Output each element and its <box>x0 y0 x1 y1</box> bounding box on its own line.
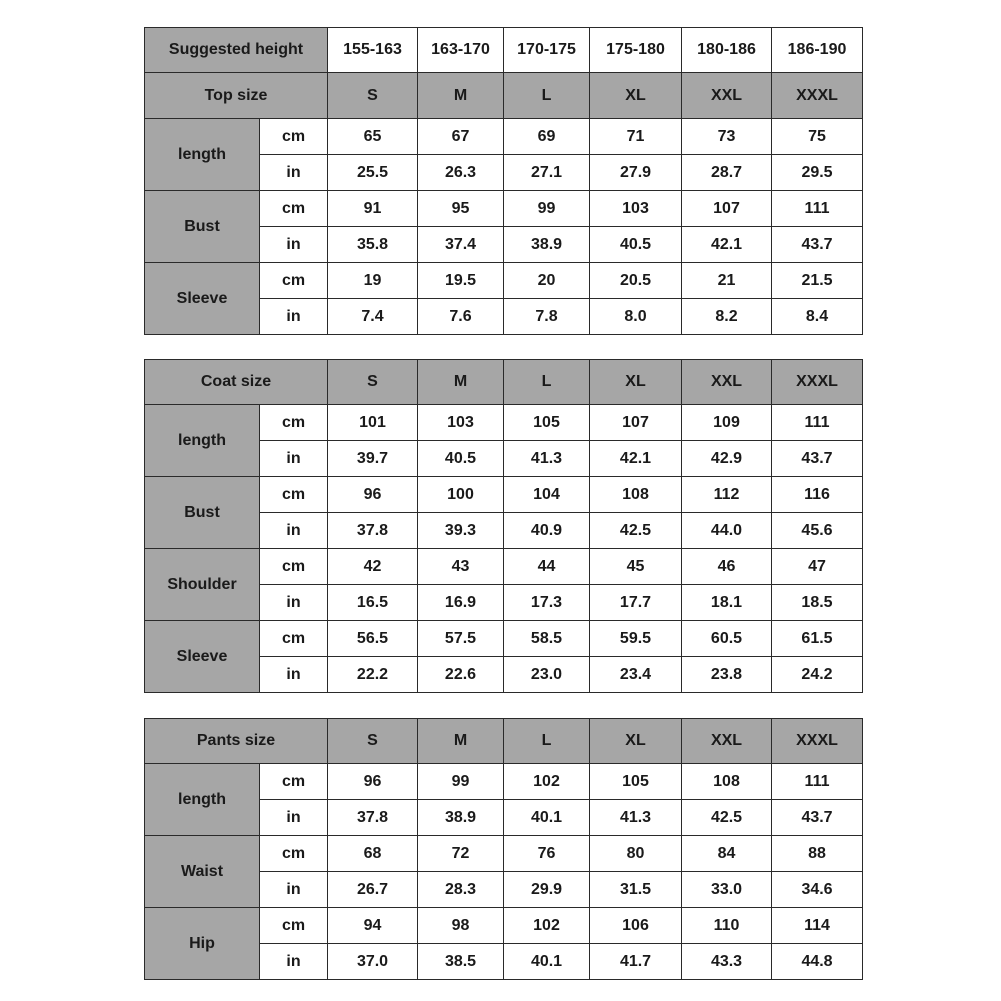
value-cell: 111 <box>772 764 863 800</box>
value-cell: 72 <box>418 836 504 872</box>
height-range-cell: 180-186 <box>682 28 772 73</box>
value-cell: 109 <box>682 405 772 441</box>
value-cell: 98 <box>418 908 504 944</box>
table-row <box>145 477 863 513</box>
value-cell: 111 <box>772 191 863 227</box>
value-cell: 28.3 <box>418 872 504 908</box>
value-cell: 34.6 <box>772 872 863 908</box>
value-cell: 99 <box>418 764 504 800</box>
top-size-label: Top size <box>145 73 328 119</box>
value-cell: 44.8 <box>772 944 863 980</box>
value-cell: 7.4 <box>328 299 418 335</box>
measure-label: Hip <box>145 908 260 980</box>
pants-size-label: Pants size <box>145 719 328 764</box>
value-cell: 43 <box>418 549 504 585</box>
table-row <box>145 908 863 944</box>
value-cell: 47 <box>772 549 863 585</box>
size-header-cell: M <box>418 73 504 119</box>
value-cell: 111 <box>772 405 863 441</box>
unit-cell: cm <box>260 191 328 227</box>
value-cell: 16.9 <box>418 585 504 621</box>
size-header-cell: XL <box>590 719 682 764</box>
value-cell: 40.5 <box>418 441 504 477</box>
measure-label: length <box>145 764 260 836</box>
value-cell: 75 <box>772 119 863 155</box>
table-row <box>145 764 863 800</box>
value-cell: 107 <box>682 191 772 227</box>
value-cell: 22.2 <box>328 657 418 693</box>
value-cell: 25.5 <box>328 155 418 191</box>
coat-size-label: Coat size <box>145 360 328 405</box>
value-cell: 107 <box>590 405 682 441</box>
value-cell: 116 <box>772 477 863 513</box>
value-cell: 41.3 <box>504 441 590 477</box>
measure-label: Sleeve <box>145 263 260 335</box>
value-cell: 101 <box>328 405 418 441</box>
unit-cell: in <box>260 441 328 477</box>
value-cell: 40.1 <box>504 944 590 980</box>
value-cell: 80 <box>590 836 682 872</box>
size-header-cell: M <box>418 360 504 405</box>
value-cell: 43.7 <box>772 227 863 263</box>
value-cell: 110 <box>682 908 772 944</box>
unit-cell: in <box>260 872 328 908</box>
table-row <box>145 263 863 299</box>
unit-cell: in <box>260 155 328 191</box>
value-cell: 42.1 <box>682 227 772 263</box>
suggested-height-row <box>145 28 863 73</box>
unit-cell: in <box>260 800 328 836</box>
value-cell: 23.4 <box>590 657 682 693</box>
unit-cell: cm <box>260 405 328 441</box>
value-cell: 39.7 <box>328 441 418 477</box>
value-cell: 69 <box>504 119 590 155</box>
size-header-cell: XXXL <box>772 73 863 119</box>
value-cell: 23.0 <box>504 657 590 693</box>
value-cell: 65 <box>328 119 418 155</box>
value-cell: 26.3 <box>418 155 504 191</box>
size-header-cell: XXL <box>682 73 772 119</box>
top-size-table <box>144 27 863 335</box>
value-cell: 26.7 <box>328 872 418 908</box>
value-cell: 40.9 <box>504 513 590 549</box>
height-range-cell: 163-170 <box>418 28 504 73</box>
size-header-cell: S <box>328 719 418 764</box>
value-cell: 37.4 <box>418 227 504 263</box>
value-cell: 71 <box>590 119 682 155</box>
table-row <box>145 836 863 872</box>
unit-cell: cm <box>260 477 328 513</box>
value-cell: 88 <box>772 836 863 872</box>
value-cell: 42.5 <box>682 800 772 836</box>
value-cell: 96 <box>328 764 418 800</box>
value-cell: 8.0 <box>590 299 682 335</box>
measure-label: Waist <box>145 836 260 908</box>
value-cell: 38.5 <box>418 944 504 980</box>
value-cell: 22.6 <box>418 657 504 693</box>
value-cell: 105 <box>590 764 682 800</box>
value-cell: 108 <box>682 764 772 800</box>
unit-cell: cm <box>260 621 328 657</box>
size-header-cell: S <box>328 73 418 119</box>
value-cell: 37.0 <box>328 944 418 980</box>
value-cell: 84 <box>682 836 772 872</box>
unit-cell: cm <box>260 764 328 800</box>
value-cell: 91 <box>328 191 418 227</box>
unit-cell: in <box>260 944 328 980</box>
top-size-header-row <box>145 73 863 119</box>
height-range-cell: 155-163 <box>328 28 418 73</box>
measure-label: Shoulder <box>145 549 260 621</box>
value-cell: 37.8 <box>328 513 418 549</box>
size-header-cell: L <box>504 73 590 119</box>
value-cell: 40.1 <box>504 800 590 836</box>
pants-size-header-row <box>145 719 863 764</box>
value-cell: 60.5 <box>682 621 772 657</box>
height-range-cell: 175-180 <box>590 28 682 73</box>
value-cell: 8.2 <box>682 299 772 335</box>
value-cell: 100 <box>418 477 504 513</box>
value-cell: 7.6 <box>418 299 504 335</box>
unit-cell: cm <box>260 263 328 299</box>
value-cell: 67 <box>418 119 504 155</box>
value-cell: 44 <box>504 549 590 585</box>
table-row <box>145 549 863 585</box>
unit-cell: in <box>260 585 328 621</box>
value-cell: 23.8 <box>682 657 772 693</box>
value-cell: 59.5 <box>590 621 682 657</box>
value-cell: 114 <box>772 908 863 944</box>
value-cell: 61.5 <box>772 621 863 657</box>
value-cell: 38.9 <box>504 227 590 263</box>
table-row <box>145 191 863 227</box>
value-cell: 29.9 <box>504 872 590 908</box>
unit-cell: cm <box>260 119 328 155</box>
value-cell: 39.3 <box>418 513 504 549</box>
value-cell: 102 <box>504 908 590 944</box>
unit-cell: cm <box>260 908 328 944</box>
size-header-cell: M <box>418 719 504 764</box>
value-cell: 18.5 <box>772 585 863 621</box>
value-cell: 35.8 <box>328 227 418 263</box>
value-cell: 18.1 <box>682 585 772 621</box>
value-cell: 42 <box>328 549 418 585</box>
value-cell: 21.5 <box>772 263 863 299</box>
value-cell: 20.5 <box>590 263 682 299</box>
size-header-cell: L <box>504 719 590 764</box>
value-cell: 44.0 <box>682 513 772 549</box>
value-cell: 42.9 <box>682 441 772 477</box>
value-cell: 95 <box>418 191 504 227</box>
suggested-height-label: Suggested height <box>145 28 328 73</box>
value-cell: 37.8 <box>328 800 418 836</box>
table-row <box>145 119 863 155</box>
value-cell: 33.0 <box>682 872 772 908</box>
size-header-cell: XL <box>590 360 682 405</box>
value-cell: 105 <box>504 405 590 441</box>
value-cell: 108 <box>590 477 682 513</box>
measure-label: Bust <box>145 191 260 263</box>
value-cell: 24.2 <box>772 657 863 693</box>
value-cell: 43.7 <box>772 800 863 836</box>
value-cell: 46 <box>682 549 772 585</box>
value-cell: 106 <box>590 908 682 944</box>
value-cell: 43.7 <box>772 441 863 477</box>
size-header-cell: L <box>504 360 590 405</box>
table-row <box>145 405 863 441</box>
value-cell: 21 <box>682 263 772 299</box>
value-cell: 20 <box>504 263 590 299</box>
value-cell: 17.3 <box>504 585 590 621</box>
table-row <box>145 621 863 657</box>
value-cell: 104 <box>504 477 590 513</box>
value-cell: 8.4 <box>772 299 863 335</box>
value-cell: 42.1 <box>590 441 682 477</box>
height-range-cell: 186-190 <box>772 28 863 73</box>
unit-cell: cm <box>260 549 328 585</box>
value-cell: 57.5 <box>418 621 504 657</box>
value-cell: 42.5 <box>590 513 682 549</box>
pants-size-table <box>144 718 863 980</box>
value-cell: 27.1 <box>504 155 590 191</box>
value-cell: 31.5 <box>590 872 682 908</box>
size-header-cell: XL <box>590 73 682 119</box>
value-cell: 43.3 <box>682 944 772 980</box>
size-header-cell: XXL <box>682 360 772 405</box>
value-cell: 27.9 <box>590 155 682 191</box>
value-cell: 16.5 <box>328 585 418 621</box>
measure-label: Bust <box>145 477 260 549</box>
unit-cell: in <box>260 227 328 263</box>
coat-size-header-row <box>145 360 863 405</box>
value-cell: 41.7 <box>590 944 682 980</box>
measure-label: Sleeve <box>145 621 260 693</box>
unit-cell: in <box>260 513 328 549</box>
value-cell: 29.5 <box>772 155 863 191</box>
value-cell: 38.9 <box>418 800 504 836</box>
value-cell: 19.5 <box>418 263 504 299</box>
value-cell: 58.5 <box>504 621 590 657</box>
measure-label: length <box>145 405 260 477</box>
size-header-cell: S <box>328 360 418 405</box>
value-cell: 103 <box>418 405 504 441</box>
value-cell: 96 <box>328 477 418 513</box>
size-header-cell: XXXL <box>772 360 863 405</box>
value-cell: 73 <box>682 119 772 155</box>
size-header-cell: XXXL <box>772 719 863 764</box>
value-cell: 56.5 <box>328 621 418 657</box>
value-cell: 99 <box>504 191 590 227</box>
value-cell: 112 <box>682 477 772 513</box>
value-cell: 103 <box>590 191 682 227</box>
value-cell: 7.8 <box>504 299 590 335</box>
value-cell: 40.5 <box>590 227 682 263</box>
unit-cell: in <box>260 299 328 335</box>
measure-label: length <box>145 119 260 191</box>
value-cell: 28.7 <box>682 155 772 191</box>
value-cell: 45 <box>590 549 682 585</box>
value-cell: 41.3 <box>590 800 682 836</box>
value-cell: 68 <box>328 836 418 872</box>
value-cell: 17.7 <box>590 585 682 621</box>
value-cell: 76 <box>504 836 590 872</box>
value-cell: 94 <box>328 908 418 944</box>
size-header-cell: XXL <box>682 719 772 764</box>
coat-size-table <box>144 359 863 693</box>
unit-cell: cm <box>260 836 328 872</box>
height-range-cell: 170-175 <box>504 28 590 73</box>
unit-cell: in <box>260 657 328 693</box>
value-cell: 19 <box>328 263 418 299</box>
value-cell: 45.6 <box>772 513 863 549</box>
value-cell: 102 <box>504 764 590 800</box>
